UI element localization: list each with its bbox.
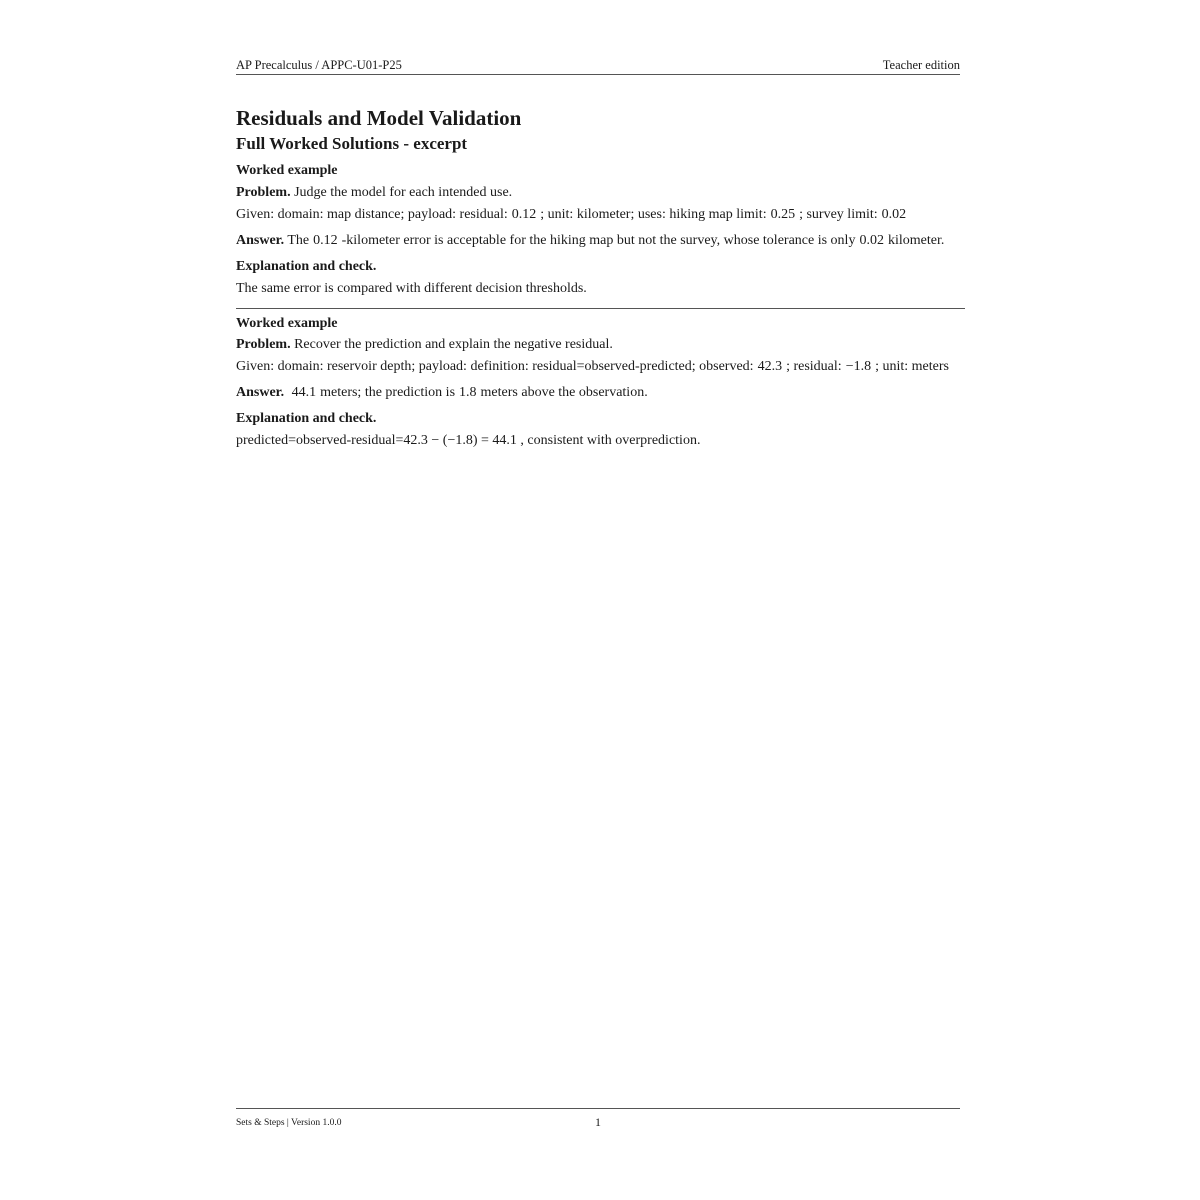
- given-text: ; unit: kilometer; uses: hiking map limit:: [540, 207, 767, 222]
- given-value: 0.02: [881, 207, 907, 222]
- example-1-answer: [236, 232, 944, 250]
- footer-divider: [236, 1108, 960, 1109]
- answer-text: The: [287, 233, 310, 248]
- given-value: 0.25: [770, 207, 796, 222]
- example-2-given: [236, 358, 949, 376]
- page-title: Residuals and Model Validation: [236, 106, 522, 130]
- given-text: ; unit: meters: [875, 359, 949, 374]
- problem-text: Recover the prediction and explain the negative residual.: [294, 337, 613, 352]
- example-1-heading: Worked example: [236, 163, 338, 178]
- given-text: Given: domain: reservoir depth; payload: definition: residual=observed-predicted; observed:: [236, 359, 754, 374]
- footer-version: Sets & Steps | Version 1.0.0: [236, 1118, 342, 1128]
- answer-text: kilometer.: [887, 233, 945, 248]
- given-text: Given: domain: map distance; payload: residual:: [236, 207, 508, 222]
- problem-text: Judge the model for each intended use.: [294, 185, 513, 200]
- document-page: [236, 0, 966, 1200]
- example-1-problem: [236, 184, 512, 202]
- page-subtitle: Full Worked Solutions - excerpt: [236, 134, 468, 153]
- answer-value: 44.1: [291, 385, 317, 400]
- given-text: ; survey limit:: [799, 207, 878, 222]
- answer-label: Answer.: [236, 385, 285, 400]
- example-2-heading: Worked example: [236, 316, 338, 331]
- answer-label: Answer.: [236, 233, 285, 248]
- example-1-explanation-heading: Explanation and check.: [236, 259, 377, 274]
- edition-label: Teacher edition: [882, 58, 960, 72]
- answer-value: 0.02: [859, 233, 884, 248]
- answer-value: 1.8: [459, 385, 477, 400]
- page-number: 1: [595, 1115, 601, 1129]
- answer-text: -kilometer error is acceptable for the hiking map but not the survey, whose tolerance is only: [341, 233, 856, 248]
- example-1-explanation: The same error is compared with different decision thresholds.: [236, 281, 587, 296]
- answer-value: 0.12: [313, 233, 338, 248]
- example-2-answer: [236, 384, 648, 402]
- given-value: 42.3: [757, 359, 783, 374]
- example-1-given: [236, 206, 910, 224]
- answer-text: meters; the prediction is: [320, 385, 456, 400]
- answer-text: meters above the observation.: [480, 385, 648, 400]
- explanation-math: 42.3 − (−1.8) = 44.1: [403, 433, 517, 448]
- course-code: AP Precalculus / APPC-U01-P25: [236, 58, 402, 72]
- given-value: −1.8: [845, 359, 872, 374]
- running-header: [236, 58, 960, 75]
- example-2-explanation: [236, 432, 700, 450]
- problem-label: Problem.: [236, 185, 291, 200]
- explanation-text: predicted=observed-residual=: [236, 433, 404, 448]
- example-2-problem: [236, 336, 613, 354]
- example-2-explanation-heading: Explanation and check.: [236, 411, 377, 426]
- explanation-text: , consistent with overprediction.: [520, 433, 701, 448]
- problem-label: Problem.: [236, 337, 291, 352]
- example-divider: [236, 308, 965, 309]
- given-value: 0.12: [511, 207, 537, 222]
- given-text: ; residual:: [786, 359, 842, 374]
